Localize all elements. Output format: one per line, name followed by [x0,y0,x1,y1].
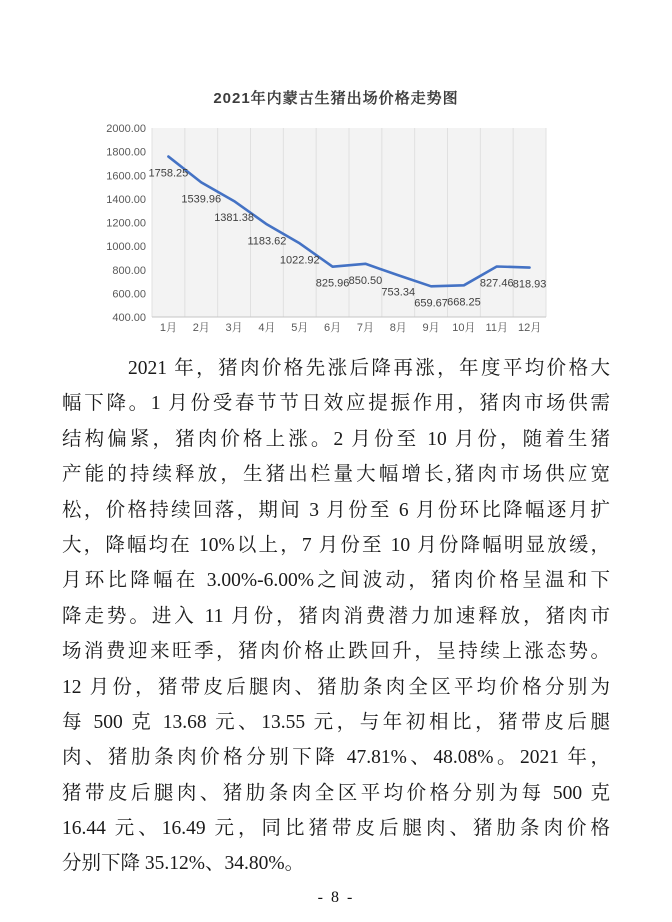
svg-text:800.00: 800.00 [112,264,146,277]
paragraph-line: 12 月份，猪带皮后腿肉、猪肋条肉全区平均价格分别为 [62,676,610,698]
svg-text:7月: 7月 [356,322,374,334]
svg-text:12月: 12月 [517,322,542,334]
svg-text:1183.62: 1183.62 [247,235,287,248]
svg-text:6月: 6月 [324,322,342,334]
svg-text:5月: 5月 [291,322,309,334]
paragraph-line: 2021 年，猪肉价格先涨后降再涨，年度平均价格大 [128,358,610,379]
svg-text:753.34: 753.34 [381,286,416,299]
svg-text:818.93: 818.93 [512,278,547,291]
svg-text:850.50: 850.50 [348,274,383,287]
svg-text:2月: 2月 [192,322,210,334]
svg-text:1381.38: 1381.38 [214,212,254,225]
svg-text:825.96: 825.96 [315,277,350,290]
paragraph-line: 幅下降。1 月份受春节节日效应提振作用，猪肉市场供需 [62,393,610,415]
svg-text:2000.00: 2000.00 [106,123,146,135]
svg-text:1600.00: 1600.00 [106,170,146,183]
paragraph-line: 月环比降幅在 3.00%-6.00%之间波动，猪肉价格呈温和下 [62,570,610,592]
svg-text:8月: 8月 [389,322,407,334]
paragraph-line: 猪带皮后腿肉、猪肋条肉全区平均价格分别为每 500 克 [62,782,610,804]
paragraph-line: 松，价格持续回落，期间 3 月份至 6 月份环比降幅逐月扩 [62,499,610,521]
paragraph-line: 肉、猪肋条肉价格分别下降 47.81%、48.08%。2021 年， [62,747,610,769]
svg-text:1022.92: 1022.92 [279,254,320,267]
body-paragraph [62,351,610,882]
svg-text:600.00: 600.00 [112,288,146,301]
svg-text:659.67: 659.67 [414,297,448,310]
paragraph-line: 结构偏紧，猪肉价格上涨。2 月份至 10 月份，随着生猪 [62,428,610,450]
svg-text:1200.00: 1200.00 [106,217,146,230]
paragraph-line: 分别下降 35.12%、34.80%。 [62,853,305,875]
svg-text:1800.00: 1800.00 [106,146,146,159]
svg-text:1000.00: 1000.00 [106,241,146,254]
svg-text:827.46: 827.46 [479,277,514,290]
chart-title: 2021年内蒙古生猪出场价格走势图 [213,90,459,107]
paragraph-line: 每 500 克 13.68 元、13.55 元，与年初相比，猪带皮后腿 [62,711,610,733]
svg-text:9月: 9月 [422,322,440,334]
svg-text:4月: 4月 [258,322,276,334]
svg-text:1月: 1月 [159,322,177,334]
paragraph-line: 场消费迎来旺季，猪肉价格止跌回升，呈持续上涨态势。 [62,641,610,663]
svg-text:10月: 10月 [452,322,476,334]
price-trend-line-chart [88,114,578,344]
paragraph-line: 16.44 元、16.49 元，同比猪带皮后腿肉、猪肋条肉价格 [62,818,610,840]
svg-text:1758.25: 1758.25 [148,167,189,180]
svg-text:11月: 11月 [485,322,508,334]
svg-text:3月: 3月 [225,322,243,334]
paragraph-line: 降走势。进入 11 月份，猪肉消费潜力加速释放，猪肉市 [62,605,610,627]
paragraph-line: 大，降幅均在 10%以上，7 月份至 10 月份降幅明显放缓， [62,534,610,556]
page-number: - 8 - [317,889,355,906]
paragraph-line: 产能的持续释放，生猪出栏量大幅增长,猪肉市场供应宽 [62,464,610,486]
svg-text:400.00: 400.00 [112,312,146,324]
svg-text:668.25: 668.25 [447,296,481,309]
svg-text:1539.96: 1539.96 [181,193,222,206]
svg-text:1400.00: 1400.00 [106,193,146,206]
